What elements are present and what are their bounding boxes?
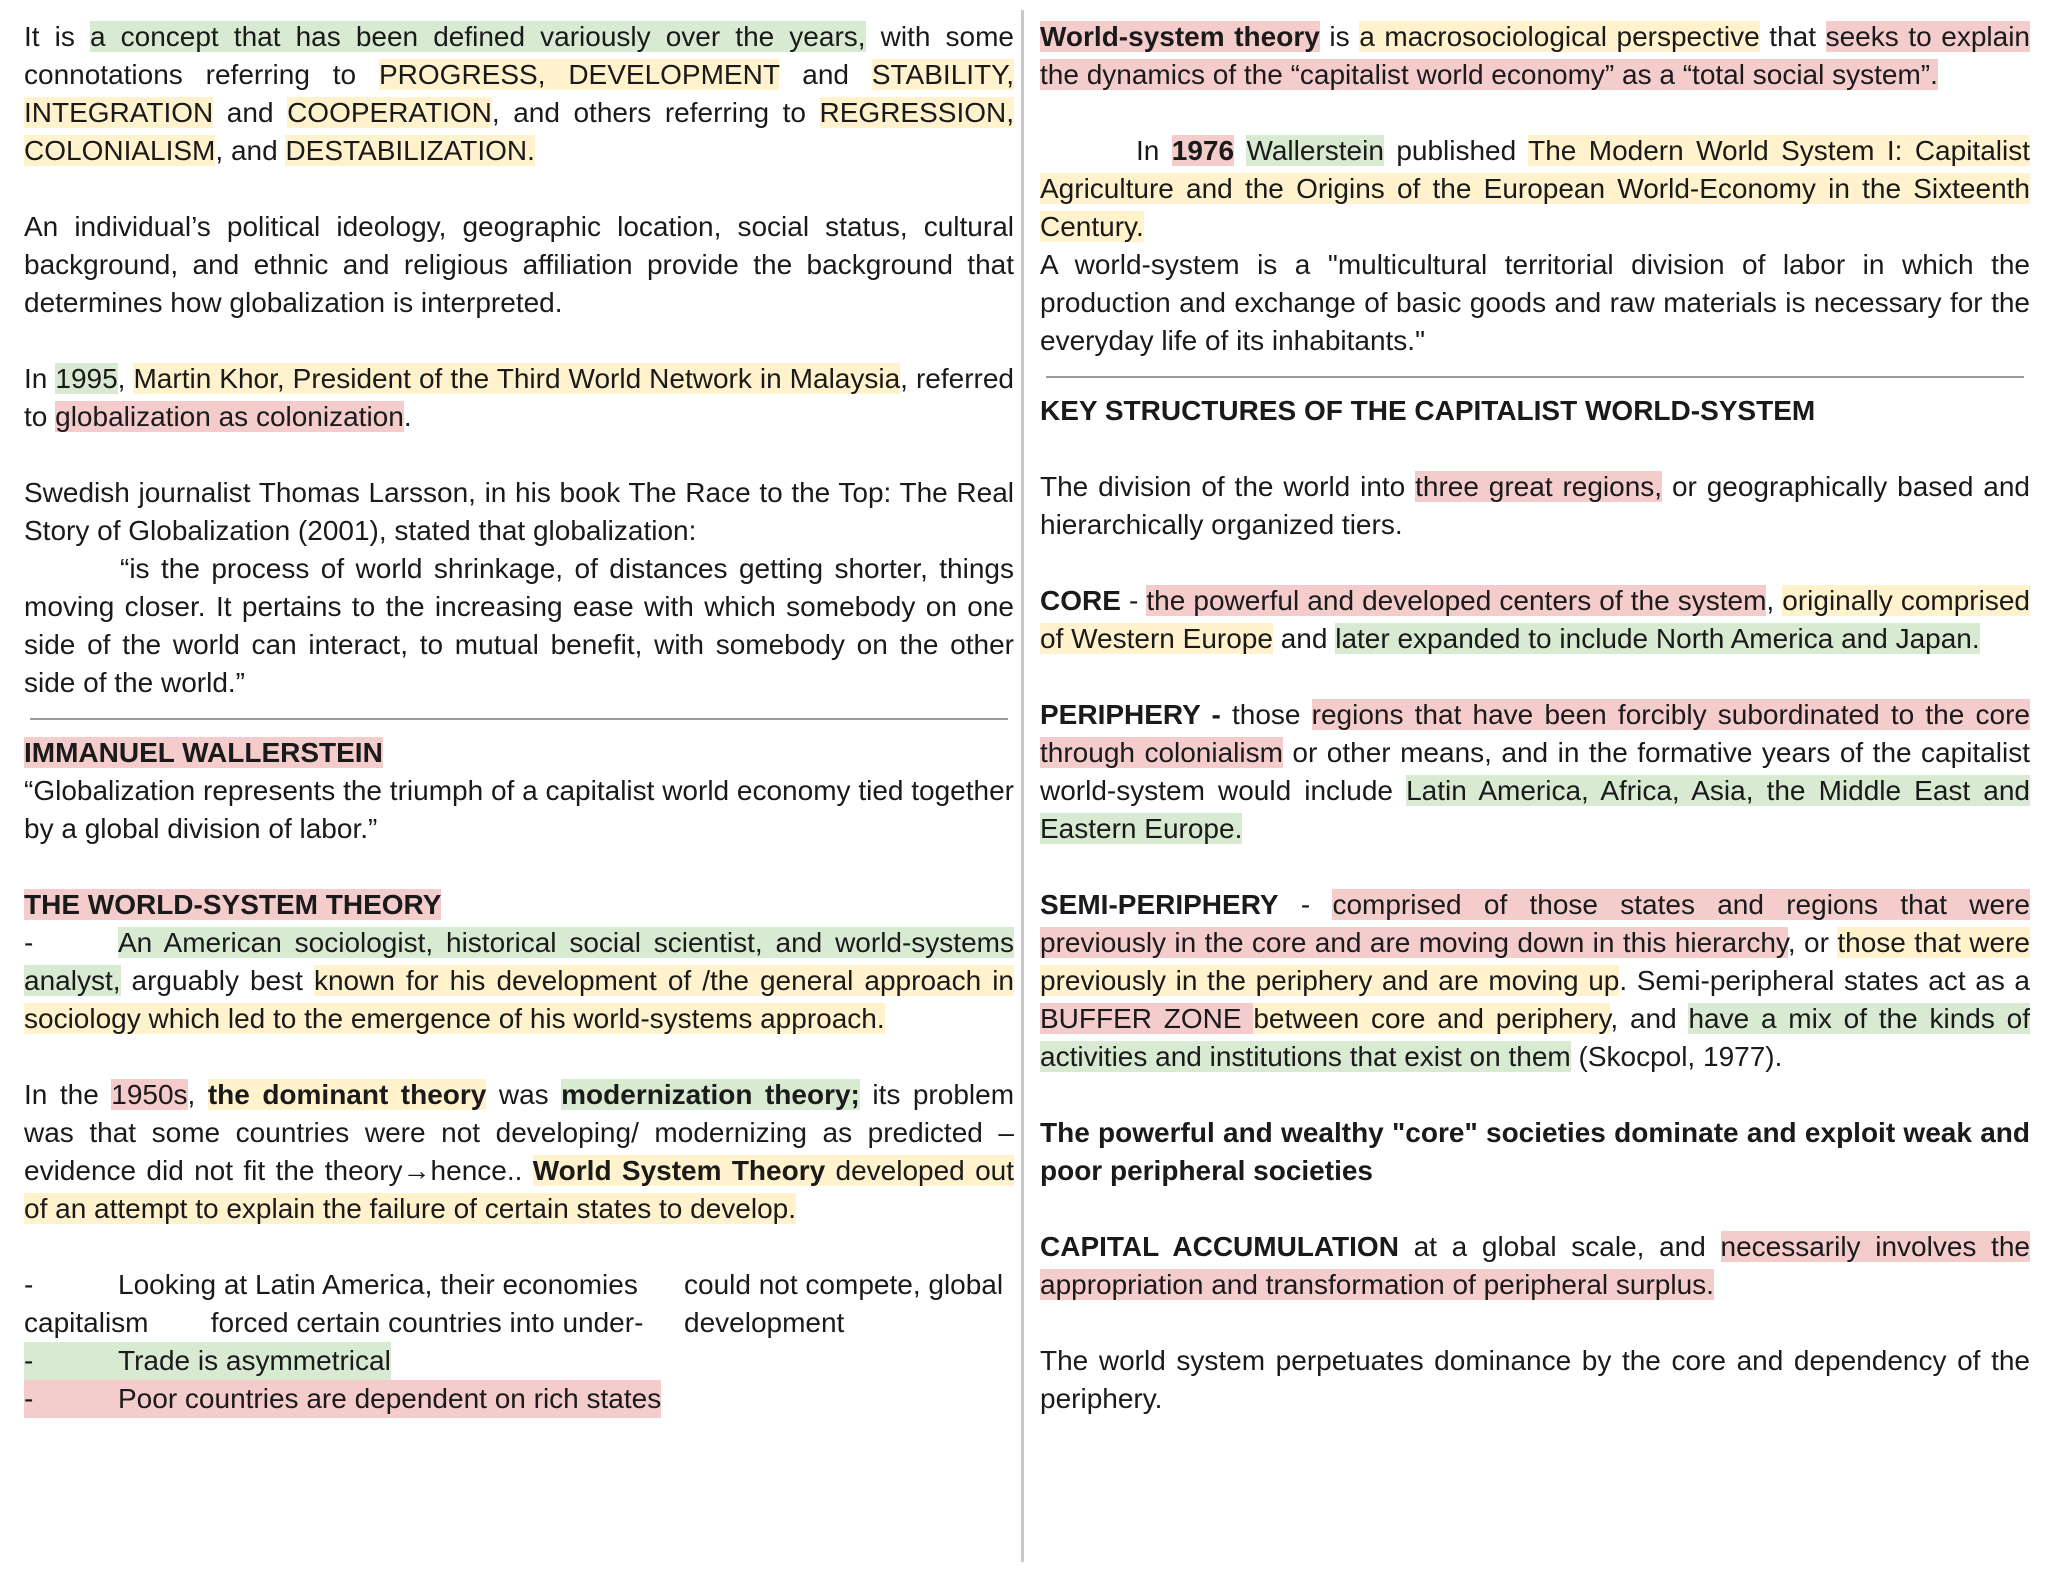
text-run: -	[1278, 889, 1333, 920]
spacer	[1040, 430, 2030, 468]
section-divider	[1046, 376, 2024, 378]
spacer	[1040, 1304, 2030, 1342]
closing-paragraph: The world system perpetuates dominance by the core and dependency of the periphery.	[1040, 1345, 2030, 1414]
highlight-yellow: between core and periphery	[1253, 1003, 1611, 1034]
highlight-yellow: Martin Khor, President of the Third World Network in Malaysia	[133, 363, 901, 394]
highlight-red: regions that have been forcibly subordinated to the core through colonialism	[1040, 699, 2030, 768]
highlight-red: World-system theory	[1040, 21, 1320, 52]
highlight-red: three great regions,	[1415, 471, 1663, 502]
text-run: , and	[215, 135, 286, 166]
periphery-label: PERIPHERY -	[1040, 699, 1221, 730]
highlight-red: IMMANUEL WALLERSTEIN	[24, 737, 383, 768]
highlight-green: Wallerstein	[1246, 135, 1384, 166]
highlight-yellow: originally comprised of Western Europe	[1040, 585, 2030, 654]
text-run: , referred to	[24, 363, 1014, 432]
highlight-yellow: a macrosociological perspective	[1359, 21, 1760, 52]
spacer	[24, 170, 1014, 208]
latin-right	[684, 1266, 1014, 1342]
text-run: In the	[24, 1079, 112, 1110]
spacer	[1040, 1190, 2030, 1228]
highlight-red: THE WORLD-SYSTEM THEORY	[24, 889, 442, 920]
text-run: those	[1220, 699, 1312, 730]
text-run: , and others referring to	[491, 97, 820, 128]
text-run: Poor countries are dependent on rich states	[118, 1383, 662, 1414]
highlight-yellow: PROGRESS, DEVELOPMENT	[378, 59, 780, 90]
dash-bullet: -	[24, 1345, 34, 1376]
division-paragraph	[1040, 468, 2030, 544]
highlight-green: An American sociologist, historical social scientist, and world-systems analyst,	[24, 927, 1014, 996]
latin-left	[24, 1266, 684, 1342]
left-column	[24, 18, 1014, 1418]
highlight-yellow: those that were previously in the periphery and are moving up	[1040, 927, 2030, 996]
wallerstein-heading	[24, 734, 1014, 772]
spacer	[24, 436, 1014, 474]
highlight-yellow: developed out of an attempt to explain the failure of certain states to develop.	[24, 1155, 1015, 1224]
highlight-red: seeks to explain the dynamics of the “capitalist world economy” as a “total social system”.	[1040, 21, 2031, 90]
wallerstein-quote: “Globalization represents the triumph of a capitalist world economy tied together by a global division of labor.”	[24, 775, 1014, 844]
text-run: its problem was that some countries were not developing/ modernizing as predicted – evidence did not fit the theory→hence..	[24, 1079, 1015, 1186]
core-paragraph	[1040, 582, 2030, 658]
text-run: ,	[1766, 585, 1783, 616]
latin-line-2: capitalism forced certain countries into under-	[24, 1307, 644, 1338]
semi-periphery-label: SEMI-PERIPHERY	[1040, 889, 1279, 920]
spacer	[24, 1038, 1014, 1076]
dash-bullet: -	[24, 1383, 34, 1414]
text-run: that	[1759, 21, 1826, 52]
text-run: published	[1383, 135, 1529, 166]
text-run: and	[213, 97, 288, 128]
text-run	[1234, 135, 1246, 166]
wallerstein-bio-item	[24, 924, 1014, 1038]
spacer	[1040, 848, 2030, 886]
highlight-green: 1995	[55, 363, 118, 394]
text-run: In	[1136, 135, 1172, 166]
text-run: , and	[1610, 1003, 1689, 1034]
highlight-yellow: STABILITY, INTEGRATION	[24, 59, 1014, 128]
text-run: and	[1272, 623, 1336, 654]
spacer	[24, 322, 1014, 360]
publication-paragraph	[1040, 132, 2030, 246]
spacer	[24, 1228, 1014, 1266]
highlight-red: 1976	[1171, 135, 1235, 166]
larsson-paragraph: Swedish journalist Thomas Larsson, in his book The Race to the Top: The Real Story of Globalization (2001), stated that globalization:	[24, 477, 1014, 546]
highlight-yellow: The Modern World System I: Capitalist Agriculture and the Origins of the European World-Economy in the Sixteenth Century.	[1040, 135, 2030, 242]
column-divider	[1021, 10, 1024, 1562]
highlight-green: have a mix of the kinds of activities and institutions that exist on them	[1040, 1003, 2030, 1072]
highlight-yellow: REGRESSION, COLONIALISM	[24, 97, 1015, 166]
text-run: at a global scale, and	[1398, 1231, 1721, 1262]
text-run: or other means, and in the formative years of the capitalist world-system would include	[1040, 737, 2030, 806]
bullet-dependent	[24, 1380, 1014, 1418]
text-run: -	[1120, 585, 1147, 616]
text-run: ,	[117, 363, 134, 394]
highlight-green: a concept that has been defined variously over the years,	[89, 21, 866, 52]
core-label: CORE	[1040, 585, 1121, 616]
powerful-core-statement: The powerful and wealthy "core" societies dominate and exploit weak and poor peripheral societies	[1040, 1117, 2030, 1186]
text-run: arguably best	[120, 965, 314, 996]
text-run: and	[779, 59, 872, 90]
spacer	[1040, 658, 2030, 696]
text-run: is	[1319, 21, 1360, 52]
highlight-yellow: COOPERATION	[287, 97, 492, 128]
latin-america-item	[24, 1266, 1014, 1342]
modernization-paragraph	[24, 1076, 1014, 1228]
text-run: Looking at Latin America, their economies	[118, 1269, 638, 1300]
text-run: In	[24, 363, 56, 394]
periphery-paragraph	[1040, 696, 2030, 848]
text-run: It is	[24, 21, 90, 52]
globalization-definition-paragraph	[24, 18, 1014, 170]
highlight-yellow: World System Theory	[532, 1155, 826, 1186]
highlight-green: modernization theory;	[561, 1079, 860, 1110]
highlight-red	[24, 1380, 661, 1418]
highlight-red: the powerful and developed centers of the system	[1146, 585, 1767, 616]
latin-line-3: could not compete, global	[684, 1269, 1004, 1300]
section-divider	[30, 718, 1008, 720]
dash-bullet: -	[24, 1269, 34, 1300]
highlight-red: globalization as colonization	[55, 401, 404, 432]
bullet-trade	[24, 1342, 1014, 1380]
highlight-red: BUFFER ZONE	[1040, 1003, 1254, 1034]
dash-bullet: -	[24, 927, 34, 958]
larsson-quote: “is the process of world shrinkage, of distances getting shorter, things moving closer. It pertains to the increasing ease with which somebody on one side of the world can interact, to mutual benefit, with somebody on the other side of the world.”	[24, 553, 1014, 698]
capital-accumulation-paragraph	[1040, 1228, 2030, 1304]
spacer	[1040, 94, 2030, 132]
spacer	[24, 848, 1014, 886]
world-system-theory-heading	[24, 886, 1014, 924]
text-run: (Skocpol, 1977).	[1570, 1041, 1783, 1072]
key-structures-heading: KEY STRUCTURES OF THE CAPITALIST WORLD-SYSTEM	[1040, 395, 1816, 426]
world-system-definition-paragraph	[1040, 18, 2030, 94]
highlight-green: later expanded to include North America and Japan.	[1335, 623, 1980, 654]
text-run: ,	[187, 1079, 208, 1110]
text-run: was	[486, 1079, 562, 1110]
highlight-yellow: DESTABILIZATION.	[285, 135, 535, 166]
text-run: . Semi-peripheral states act as a	[1619, 965, 2030, 996]
spacer	[1040, 544, 2030, 582]
text-run: .	[403, 401, 412, 432]
text-run: or geographically based and hierarchically organized tiers.	[1040, 471, 2030, 540]
right-column	[1040, 18, 2030, 1418]
capital-accumulation-label: CAPITAL ACCUMULATION	[1040, 1231, 1399, 1262]
highlight-green	[24, 1342, 391, 1380]
semi-periphery-paragraph	[1040, 886, 2030, 1076]
text-run: The division of the world into	[1040, 471, 1416, 502]
interpretation-paragraph: An individual’s political ideology, geographic location, social status, cultural background, and ethnic and religious affiliation provide the background that determines how globalization is interpreted.	[24, 211, 1014, 318]
highlight-yellow: the dominant theory	[207, 1079, 487, 1110]
martin-khor-paragraph	[24, 360, 1014, 436]
highlight-green: Latin America, Africa, Asia, the Middle East and Eastern Europe.	[1040, 775, 2030, 844]
text-run: , or	[1787, 927, 1838, 958]
highlight-red: necessarily involves the appropriation and transformation of peripheral surplus.	[1040, 1231, 2030, 1300]
world-system-quote: A world-system is a "multicultural territorial division of labor in which the production and exchange of basic goods and raw materials is necessary for the everyday life of its inhabitants."	[1040, 249, 2030, 356]
latin-line-4: development	[684, 1307, 845, 1338]
highlight-red: 1950s	[111, 1079, 188, 1110]
highlight-yellow: known for his development of /the general approach in sociology which led to the emergence of his world-systems approach.	[24, 965, 1015, 1034]
spacer	[1040, 1076, 2030, 1114]
text-run: with some connotations referring to	[24, 21, 1014, 90]
latin-line-1	[24, 1266, 684, 1304]
text-run: Trade is asymmetrical	[118, 1345, 391, 1376]
highlight-red: comprised of those states and regions that were previously in the core and are moving down in this hierarchy	[1040, 889, 2030, 958]
